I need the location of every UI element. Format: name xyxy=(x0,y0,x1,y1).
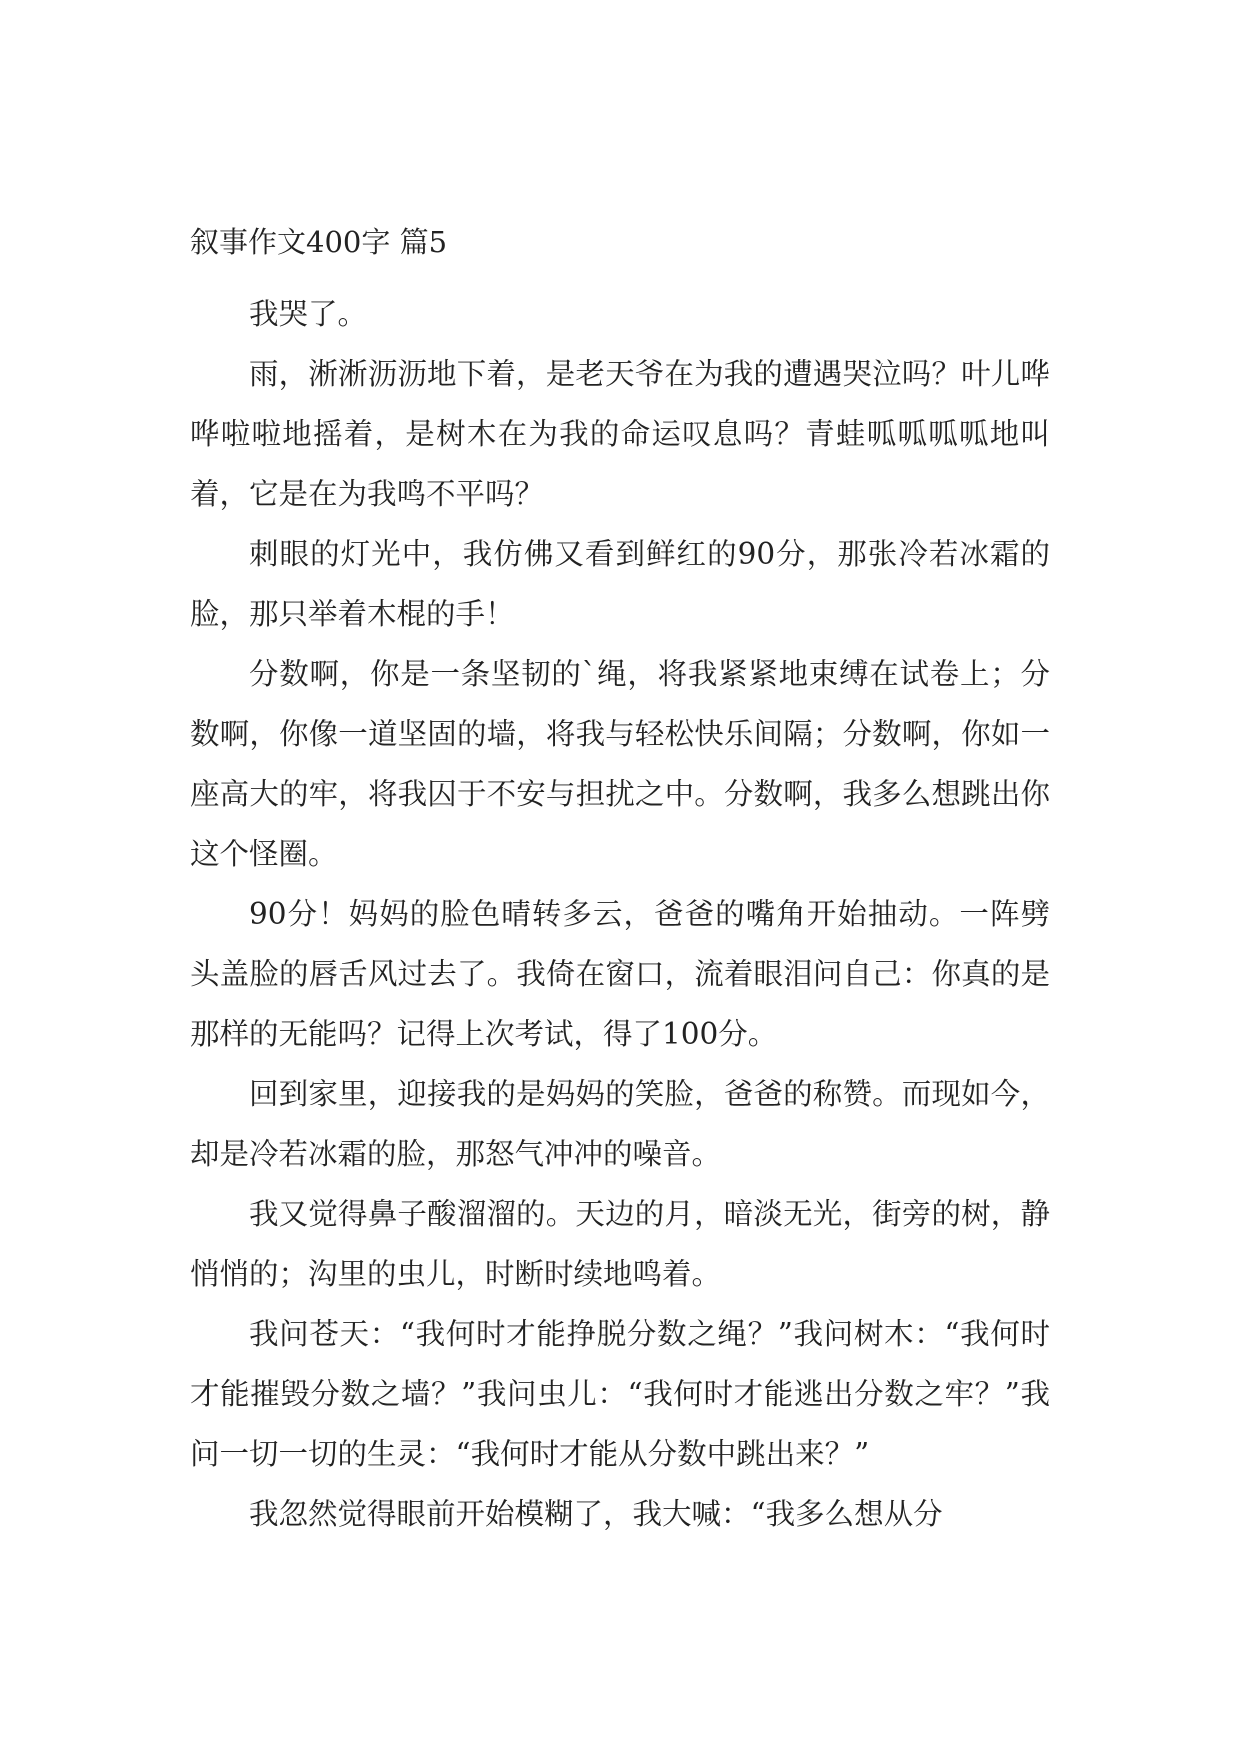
document-page xyxy=(190,222,1050,1544)
essay-body xyxy=(190,284,1050,1544)
paragraph: 我又觉得鼻子酸溜溜的。天边的月，暗淡无光，街旁的树，静悄悄的；沟里的虫儿，时断时续地鸣着。 xyxy=(190,1197,1050,1291)
paragraph: 我问苍天：“我何时才能挣脱分数之绳？”我问树木：“我何时才能摧毁分数之墙？”我问虫儿：“我何时才能逃出分数之牢？”我问一切一切的生灵：“我何时才能从分数中跳出来？” xyxy=(190,1317,1050,1471)
paragraph: 分数啊，你是一条坚韧的`绳，将我紧紧地束缚在试卷上；分数啊，你像一道坚固的墙，将我与轻松快乐间隔；分数啊，你如一座高大的牢，将我囚于不安与担扰之中。分数啊，我多么想跳出你这个怪圈。 xyxy=(190,657,1050,871)
essay-title: 叙事作文400字 篇5 xyxy=(190,225,448,259)
paragraph: 回到家里，迎接我的是妈妈的笑脸，爸爸的称赞。而现如今，却是冷若冰霜的脸，那怒气冲冲的噪音。 xyxy=(190,1077,1050,1171)
paragraph: 90分！妈妈的脸色晴转多云，爸爸的嘴角开始抽动。一阵劈头盖脸的唇舌风过去了。我倚在窗口，流着眼泪问自己：你真的是那样的无能吗？记得上次考试，得了100分。 xyxy=(190,897,1050,1051)
paragraph: 刺眼的灯光中，我仿佛又看到鲜红的90分，那张冷若冰霜的脸，那只举着木棍的手！ xyxy=(190,537,1050,631)
paragraph: 雨，淅淅沥沥地下着，是老天爷在为我的遭遇哭泣吗？叶儿哗哗啦啦地摇着，是树木在为我的命运叹息吗？青蛙呱呱呱呱地叫着，它是在为我鸣不平吗？ xyxy=(190,357,1050,511)
paragraph: 我哭了。 xyxy=(249,297,368,331)
paragraph: 我忽然觉得眼前开始模糊了，我大喊：“我多么想从分 xyxy=(249,1497,943,1531)
